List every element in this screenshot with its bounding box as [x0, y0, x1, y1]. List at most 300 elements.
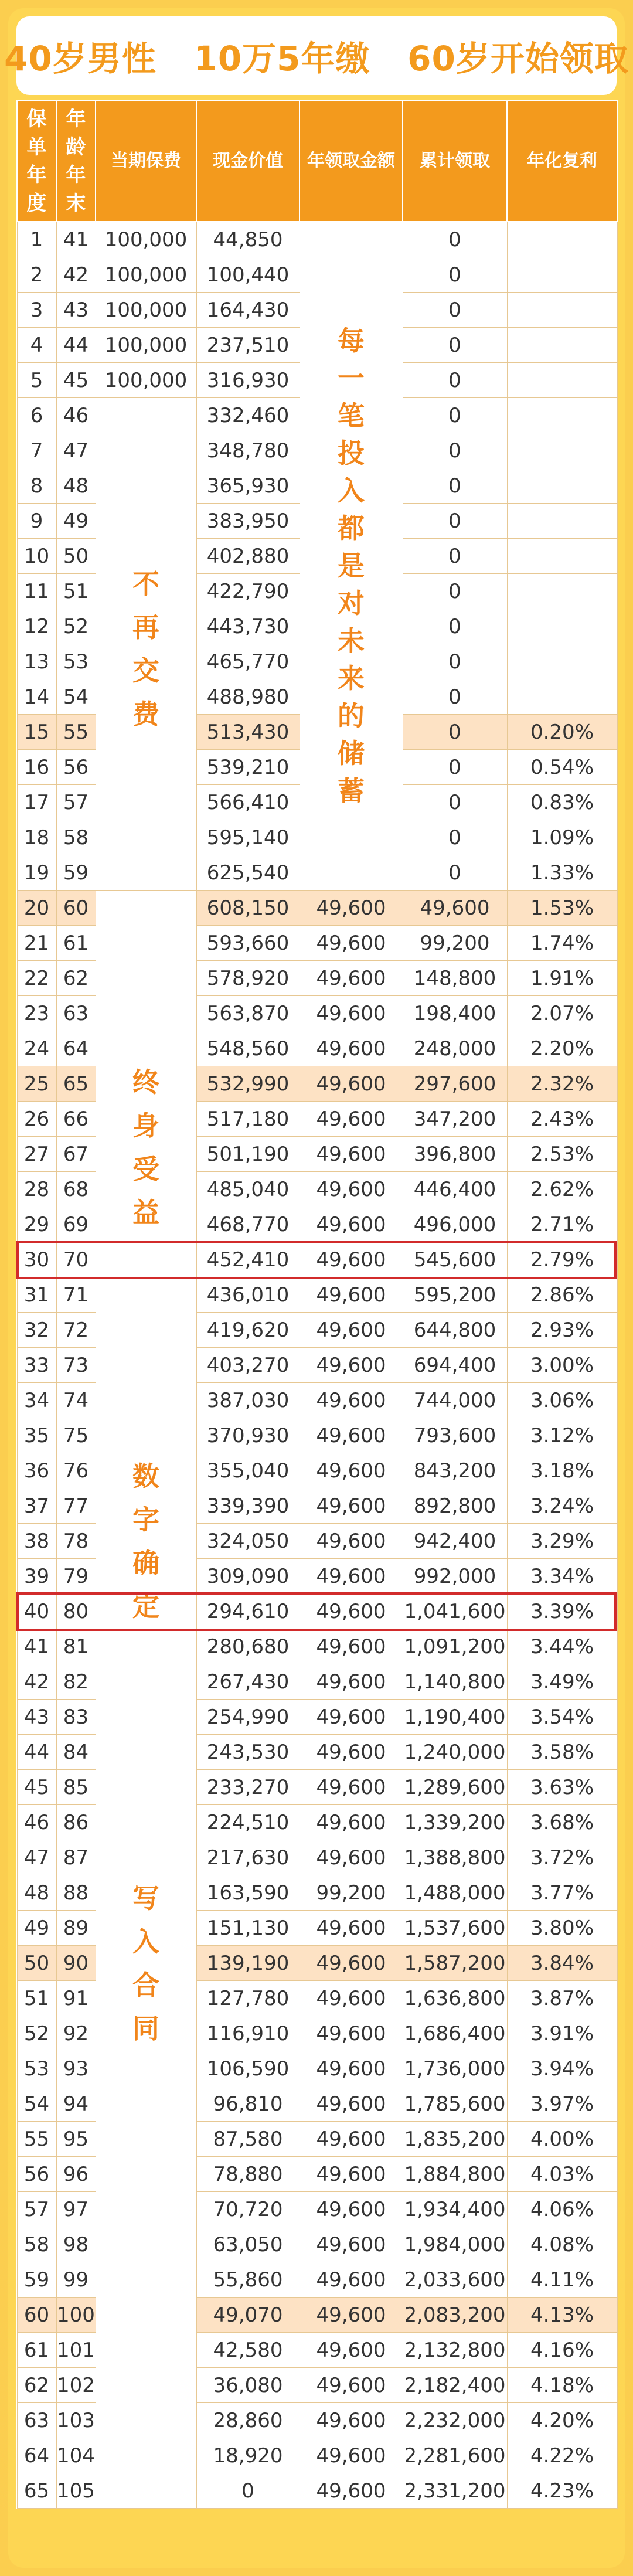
cell-annual-return: 3.54% — [507, 1700, 617, 1735]
cell-cumulative: 2,281,600 — [403, 2438, 507, 2473]
cell-annual-return — [507, 539, 617, 574]
cell-cumulative: 0 — [403, 539, 507, 574]
cell-cumulative: 2,182,400 — [403, 2368, 507, 2403]
cell-policy-year: 55 — [17, 2122, 56, 2157]
cell-cash-value: 233,270 — [196, 1770, 300, 1805]
cell-annual-return: 3.12% — [507, 1418, 617, 1453]
cell-annual-payout: 49,600 — [300, 1102, 403, 1137]
cell-cash-value: 402,880 — [196, 539, 300, 574]
cell-cumulative: 1,041,600 — [403, 1594, 507, 1629]
cell-annual-payout: 49,600 — [300, 1066, 403, 1102]
cell-age: 55 — [56, 715, 96, 750]
cell-annual-return: 3.77% — [507, 1875, 617, 1911]
cell-cash-value: 465,770 — [196, 644, 300, 679]
cell-policy-year: 46 — [17, 1805, 56, 1840]
cell-age: 51 — [56, 574, 96, 609]
cell-cumulative: 49,600 — [403, 891, 507, 926]
cell-cumulative: 1,785,600 — [403, 2086, 507, 2122]
cell-age: 41 — [56, 222, 96, 257]
cell-annual-payout: 49,600 — [300, 2227, 403, 2262]
cell-cumulative: 0 — [403, 433, 507, 468]
cell-cash-value: 294,610 — [196, 1594, 300, 1629]
cell-cumulative: 0 — [403, 855, 507, 891]
cell-cash-value: 387,030 — [196, 1383, 300, 1418]
cell-cumulative: 2,132,800 — [403, 2333, 507, 2368]
cell-annual-return: 3.24% — [507, 1488, 617, 1524]
cell-cash-value: 116,910 — [196, 2016, 300, 2051]
cell-age: 89 — [56, 1911, 96, 1946]
cell-cash-value: 355,040 — [196, 1453, 300, 1488]
cell-age: 100 — [56, 2298, 96, 2333]
cell-cumulative: 1,537,600 — [403, 1911, 507, 1946]
cell-cumulative: 347,200 — [403, 1102, 507, 1137]
cell-policy-year: 56 — [17, 2157, 56, 2192]
cell-cash-value: 436,010 — [196, 1277, 300, 1313]
cell-annual-return: 1.53% — [507, 891, 617, 926]
header-annual-payout: 年领取金额 — [300, 101, 403, 222]
cell-age: 61 — [56, 926, 96, 961]
cell-annual-payout: 49,600 — [300, 2016, 403, 2051]
cell-annual-return — [507, 363, 617, 398]
cell-age: 68 — [56, 1172, 96, 1207]
cell-cash-value: 217,630 — [196, 1840, 300, 1875]
cell-cash-value: 488,980 — [196, 679, 300, 715]
cell-cash-value: 332,460 — [196, 398, 300, 433]
cell-annual-payout: 49,600 — [300, 926, 403, 961]
cell-cash-value: 78,880 — [196, 2157, 300, 2192]
cell-cumulative: 496,000 — [403, 1207, 507, 1242]
cell-policy-year: 17 — [17, 785, 56, 820]
cell-annual-return: 3.63% — [507, 1770, 617, 1805]
cell-age: 58 — [56, 820, 96, 855]
cell-cash-value: 243,530 — [196, 1735, 300, 1770]
cell-policy-year: 57 — [17, 2192, 56, 2227]
cell-annual-payout: 49,600 — [300, 961, 403, 996]
cell-age: 63 — [56, 996, 96, 1031]
cell-cumulative: 694,400 — [403, 1348, 507, 1383]
cell-cumulative: 198,400 — [403, 996, 507, 1031]
cell-cumulative: 2,083,200 — [403, 2298, 507, 2333]
cell-policy-year: 14 — [17, 679, 56, 715]
cell-age: 102 — [56, 2368, 96, 2403]
cell-cumulative: 644,800 — [403, 1313, 507, 1348]
cell-age: 70 — [56, 1242, 96, 1277]
cell-annual-return: 2.62% — [507, 1172, 617, 1207]
cell-policy-year: 65 — [17, 2473, 56, 2509]
cell-policy-year: 3 — [17, 293, 56, 328]
cell-annual-return: 2.32% — [507, 1066, 617, 1102]
cell-annual-return: 3.87% — [507, 1981, 617, 2016]
cell-cumulative: 0 — [403, 820, 507, 855]
cell-age: 45 — [56, 363, 96, 398]
cell-annual-return: 3.18% — [507, 1453, 617, 1488]
cell-annual-payout: 49,600 — [300, 1946, 403, 1981]
header-row — [17, 101, 617, 222]
cell-policy-year: 58 — [17, 2227, 56, 2262]
cell-cash-value: 370,930 — [196, 1418, 300, 1453]
cell-cash-value: 539,210 — [196, 750, 300, 785]
cell-annual-return: 4.00% — [507, 2122, 617, 2157]
cell-cash-value: 28,860 — [196, 2403, 300, 2438]
note-guaranteed: 数 字 确 定 — [132, 1460, 159, 1622]
cell-annual-payout: 49,600 — [300, 1488, 403, 1524]
cell-cumulative: 0 — [403, 468, 507, 504]
cell-age: 85 — [56, 1770, 96, 1805]
cell-annual-payout: 49,600 — [300, 1453, 403, 1488]
cell-policy-year: 4 — [17, 328, 56, 363]
cell-annual-payout: 49,600 — [300, 1840, 403, 1875]
cell-annual-return — [507, 468, 617, 504]
cell-policy-year: 6 — [17, 398, 56, 433]
cell-policy-year: 10 — [17, 539, 56, 574]
cell-premium: 100,000 — [96, 328, 196, 363]
cell-annual-return: 1.74% — [507, 926, 617, 961]
cell-cumulative: 0 — [403, 222, 507, 257]
cell-annual-payout: 49,600 — [300, 1735, 403, 1770]
cell-policy-year: 34 — [17, 1383, 56, 1418]
cell-annual-payout: 49,600 — [300, 1770, 403, 1805]
cell-cumulative: 1,488,000 — [403, 1875, 507, 1911]
cell-annual-return: 0.83% — [507, 785, 617, 820]
cell-age: 57 — [56, 785, 96, 820]
cell-annual-payout: 49,600 — [300, 1418, 403, 1453]
cell-cash-value: 443,730 — [196, 609, 300, 644]
cell-policy-year: 36 — [17, 1453, 56, 1488]
cell-annual-return — [507, 609, 617, 644]
note-no-more-payment-text: 不 再 交 费 — [132, 568, 159, 730]
cell-cumulative: 0 — [403, 679, 507, 715]
cell-annual-payout: 49,600 — [300, 1031, 403, 1066]
cell-annual-payout: 49,600 — [300, 2333, 403, 2368]
cell-cumulative: 1,339,200 — [403, 1805, 507, 1840]
cell-policy-year: 45 — [17, 1770, 56, 1805]
cell-age: 74 — [56, 1383, 96, 1418]
cell-cash-value: 49,070 — [196, 2298, 300, 2333]
cell-policy-year: 47 — [17, 1840, 56, 1875]
cell-age: 52 — [56, 609, 96, 644]
cell-policy-year: 61 — [17, 2333, 56, 2368]
cell-cash-value: 485,040 — [196, 1172, 300, 1207]
cell-cumulative: 446,400 — [403, 1172, 507, 1207]
cell-age: 64 — [56, 1031, 96, 1066]
cell-cash-value: 452,410 — [196, 1242, 300, 1277]
cell-policy-year: 7 — [17, 433, 56, 468]
cell-annual-payout: 49,600 — [300, 1981, 403, 2016]
cell-policy-year: 39 — [17, 1559, 56, 1594]
cell-age: 59 — [56, 855, 96, 891]
cell-annual-return: 3.97% — [507, 2086, 617, 2122]
cell-cumulative: 0 — [403, 257, 507, 293]
cell-annual-return — [507, 398, 617, 433]
cell-policy-year: 21 — [17, 926, 56, 961]
cell-cash-value: 422,790 — [196, 574, 300, 609]
cell-cash-value: 267,430 — [196, 1664, 300, 1700]
header-age: 年龄年末 — [56, 101, 96, 222]
cell-annual-return: 0.20% — [507, 715, 617, 750]
cell-policy-year: 35 — [17, 1418, 56, 1453]
cell-cumulative: 0 — [403, 750, 507, 785]
cell-policy-year: 62 — [17, 2368, 56, 2403]
cell-cash-value: 595,140 — [196, 820, 300, 855]
cell-age: 77 — [56, 1488, 96, 1524]
cell-annual-payout: 49,600 — [300, 2438, 403, 2473]
cell-policy-year: 38 — [17, 1524, 56, 1559]
cell-cumulative: 595,200 — [403, 1277, 507, 1313]
cell-age: 99 — [56, 2262, 96, 2298]
cell-policy-year: 52 — [17, 2016, 56, 2051]
cell-cumulative: 1,140,800 — [403, 1664, 507, 1700]
cell-policy-year: 12 — [17, 609, 56, 644]
cell-age: 98 — [56, 2227, 96, 2262]
cell-age: 75 — [56, 1418, 96, 1453]
cell-cash-value: 339,390 — [196, 1488, 300, 1524]
cell-age: 47 — [56, 433, 96, 468]
cell-cash-value: 593,660 — [196, 926, 300, 961]
cell-policy-year: 60 — [17, 2298, 56, 2333]
cell-policy-year: 19 — [17, 855, 56, 891]
cell-cumulative: 0 — [403, 785, 507, 820]
cell-annual-return — [507, 257, 617, 293]
cell-annual-payout: 49,600 — [300, 1805, 403, 1840]
cell-annual-payout: 49,600 — [300, 2298, 403, 2333]
cell-age: 73 — [56, 1348, 96, 1383]
cell-cash-value: 254,990 — [196, 1700, 300, 1735]
cell-age: 101 — [56, 2333, 96, 2368]
cell-cumulative: 0 — [403, 363, 507, 398]
cell-age: 72 — [56, 1313, 96, 1348]
cell-age: 92 — [56, 2016, 96, 2051]
cell-cash-value: 324,050 — [196, 1524, 300, 1559]
cell-cash-value: 139,190 — [196, 1946, 300, 1981]
cell-policy-year: 54 — [17, 2086, 56, 2122]
cell-annual-return: 2.79% — [507, 1242, 617, 1277]
cell-annual-return: 1.09% — [507, 820, 617, 855]
cell-age: 95 — [56, 2122, 96, 2157]
table-row — [17, 891, 617, 926]
cell-policy-year: 1 — [17, 222, 56, 257]
cell-annual-payout: 49,600 — [300, 1700, 403, 1735]
cell-cash-value: 563,870 — [196, 996, 300, 1031]
cell-age: 65 — [56, 1066, 96, 1102]
cell-annual-payout: 49,600 — [300, 1348, 403, 1383]
cell-cumulative: 744,000 — [403, 1383, 507, 1418]
cell-cash-value: 468,770 — [196, 1207, 300, 1242]
cell-annual-return: 4.22% — [507, 2438, 617, 2473]
cell-premium: 100,000 — [96, 222, 196, 257]
cell-annual-payout: 49,600 — [300, 1207, 403, 1242]
cell-policy-year: 24 — [17, 1031, 56, 1066]
cell-annual-return: 3.68% — [507, 1805, 617, 1840]
cell-annual-return — [507, 644, 617, 679]
cell-annual-return: 2.07% — [507, 996, 617, 1031]
cell-cash-value: 578,920 — [196, 961, 300, 996]
cell-annual-return: 4.16% — [507, 2333, 617, 2368]
note-no-more-payment — [96, 398, 196, 891]
cell-cash-value: 106,590 — [196, 2051, 300, 2086]
cell-cumulative: 0 — [403, 328, 507, 363]
cell-cumulative: 0 — [403, 609, 507, 644]
note-savings — [300, 222, 403, 891]
cell-cash-value: 96,810 — [196, 2086, 300, 2122]
cell-cumulative: 1,091,200 — [403, 1629, 507, 1664]
cell-annual-payout: 49,600 — [300, 2192, 403, 2227]
cell-annual-payout: 99,200 — [300, 1875, 403, 1911]
cell-age: 90 — [56, 1946, 96, 1981]
cell-policy-year: 15 — [17, 715, 56, 750]
cell-age: 103 — [56, 2403, 96, 2438]
cell-cash-value: 163,590 — [196, 1875, 300, 1911]
cell-cumulative: 1,835,200 — [403, 2122, 507, 2157]
cell-annual-payout: 49,600 — [300, 1911, 403, 1946]
cell-policy-year: 20 — [17, 891, 56, 926]
cell-cumulative: 1,736,000 — [403, 2051, 507, 2086]
cell-annual-payout: 49,600 — [300, 1594, 403, 1629]
table-body — [17, 222, 617, 2509]
cell-annual-payout: 49,600 — [300, 996, 403, 1031]
cell-age: 48 — [56, 468, 96, 504]
cell-cash-value: 42,580 — [196, 2333, 300, 2368]
cell-cumulative: 892,800 — [403, 1488, 507, 1524]
cell-annual-return: 2.86% — [507, 1277, 617, 1313]
cell-age: 66 — [56, 1102, 96, 1137]
cell-annual-return: 2.43% — [507, 1102, 617, 1137]
cell-age: 104 — [56, 2438, 96, 2473]
cell-annual-return: 4.23% — [507, 2473, 617, 2509]
cell-annual-payout: 49,600 — [300, 891, 403, 926]
cell-annual-payout: 49,600 — [300, 1172, 403, 1207]
cell-cumulative: 396,800 — [403, 1137, 507, 1172]
header-cash-value: 现金价值 — [196, 101, 300, 222]
page-frame — [4, 8, 629, 2568]
cell-cumulative: 0 — [403, 715, 507, 750]
cell-premium: 100,000 — [96, 257, 196, 293]
cell-cumulative: 1,934,400 — [403, 2192, 507, 2227]
cell-cumulative: 248,000 — [403, 1031, 507, 1066]
cell-cash-value: 280,680 — [196, 1629, 300, 1664]
cell-cash-value: 608,150 — [196, 891, 300, 926]
cell-annual-return: 4.18% — [507, 2368, 617, 2403]
cell-policy-year: 64 — [17, 2438, 56, 2473]
cell-cumulative: 1,388,800 — [403, 1840, 507, 1875]
cell-annual-return: 2.53% — [507, 1137, 617, 1172]
cell-annual-payout: 49,600 — [300, 1313, 403, 1348]
cell-cumulative: 2,033,600 — [403, 2262, 507, 2298]
cell-cash-value: 164,430 — [196, 293, 300, 328]
cell-annual-return: 4.08% — [507, 2227, 617, 2262]
benefit-table — [16, 100, 618, 2509]
cell-cumulative: 1,289,600 — [403, 1770, 507, 1805]
cell-annual-payout: 49,600 — [300, 2403, 403, 2438]
cell-annual-return: 3.34% — [507, 1559, 617, 1594]
cell-policy-year: 29 — [17, 1207, 56, 1242]
cell-cash-value: 63,050 — [196, 2227, 300, 2262]
note-lifetime-column — [96, 891, 196, 2509]
cell-annual-payout: 49,600 — [300, 1524, 403, 1559]
cell-cumulative: 843,200 — [403, 1453, 507, 1488]
cell-cash-value: 365,930 — [196, 468, 300, 504]
cell-age: 62 — [56, 961, 96, 996]
cell-policy-year: 5 — [17, 363, 56, 398]
cell-policy-year: 49 — [17, 1911, 56, 1946]
cell-age: 60 — [56, 891, 96, 926]
cell-cash-value: 70,720 — [196, 2192, 300, 2227]
cell-policy-year: 11 — [17, 574, 56, 609]
cell-age: 71 — [56, 1277, 96, 1313]
cell-cash-value: 44,850 — [196, 222, 300, 257]
page-title: 40岁男性 10万5年缴 60岁开始领取 — [16, 16, 617, 95]
cell-age: 76 — [56, 1453, 96, 1488]
cell-annual-return — [507, 574, 617, 609]
cell-annual-return: 2.20% — [507, 1031, 617, 1066]
cell-age: 53 — [56, 644, 96, 679]
cell-age: 49 — [56, 504, 96, 539]
cell-annual-return — [507, 222, 617, 257]
cell-age: 81 — [56, 1629, 96, 1664]
cell-premium: 100,000 — [96, 363, 196, 398]
cell-cumulative: 793,600 — [403, 1418, 507, 1453]
cell-cumulative: 0 — [403, 398, 507, 433]
cell-age: 94 — [56, 2086, 96, 2122]
cell-cash-value: 224,510 — [196, 1805, 300, 1840]
cell-cash-value: 548,560 — [196, 1031, 300, 1066]
cell-policy-year: 16 — [17, 750, 56, 785]
cell-age: 78 — [56, 1524, 96, 1559]
cell-cumulative: 0 — [403, 293, 507, 328]
cell-age: 83 — [56, 1700, 96, 1735]
cell-age: 105 — [56, 2473, 96, 2509]
cell-annual-return: 3.49% — [507, 1664, 617, 1700]
cell-cumulative: 1,190,400 — [403, 1700, 507, 1735]
cell-policy-year: 40 — [17, 1594, 56, 1629]
cell-policy-year: 30 — [17, 1242, 56, 1277]
cell-cumulative: 1,240,000 — [403, 1735, 507, 1770]
cell-age: 46 — [56, 398, 96, 433]
cell-cumulative: 0 — [403, 574, 507, 609]
cell-annual-return: 3.06% — [507, 1383, 617, 1418]
cell-cumulative: 2,331,200 — [403, 2473, 507, 2509]
cell-cash-value: 348,780 — [196, 433, 300, 468]
cell-cash-value: 127,780 — [196, 1981, 300, 2016]
cell-cumulative: 0 — [403, 644, 507, 679]
note-savings-text: 每 一 笔 投 入 都 是 对 未 来 的 储 蓄 — [338, 325, 365, 807]
cell-age: 87 — [56, 1840, 96, 1875]
header-premium: 当期保费 — [96, 101, 196, 222]
cell-cash-value: 316,930 — [196, 363, 300, 398]
cell-cumulative: 1,884,800 — [403, 2157, 507, 2192]
cell-policy-year: 26 — [17, 1102, 56, 1137]
cell-annual-return: 3.44% — [507, 1629, 617, 1664]
cell-annual-return — [507, 293, 617, 328]
cell-age: 97 — [56, 2192, 96, 2227]
cell-cumulative: 1,636,800 — [403, 1981, 507, 2016]
cell-annual-return: 3.94% — [507, 2051, 617, 2086]
cell-annual-return: 3.84% — [507, 1946, 617, 1981]
cell-age: 88 — [56, 1875, 96, 1911]
cell-annual-payout: 49,600 — [300, 2473, 403, 2509]
cell-annual-return: 2.93% — [507, 1313, 617, 1348]
cell-premium: 100,000 — [96, 293, 196, 328]
cell-cash-value: 36,080 — [196, 2368, 300, 2403]
cell-cumulative: 1,587,200 — [403, 1946, 507, 1981]
cell-annual-return: 4.20% — [507, 2403, 617, 2438]
cell-policy-year: 2 — [17, 257, 56, 293]
cell-cumulative: 1,984,000 — [403, 2227, 507, 2262]
cell-policy-year: 48 — [17, 1875, 56, 1911]
cell-cumulative: 2,232,000 — [403, 2403, 507, 2438]
cell-annual-return: 2.71% — [507, 1207, 617, 1242]
cell-annual-return: 3.39% — [507, 1594, 617, 1629]
header-annual-return: 年化复利 — [507, 101, 617, 222]
